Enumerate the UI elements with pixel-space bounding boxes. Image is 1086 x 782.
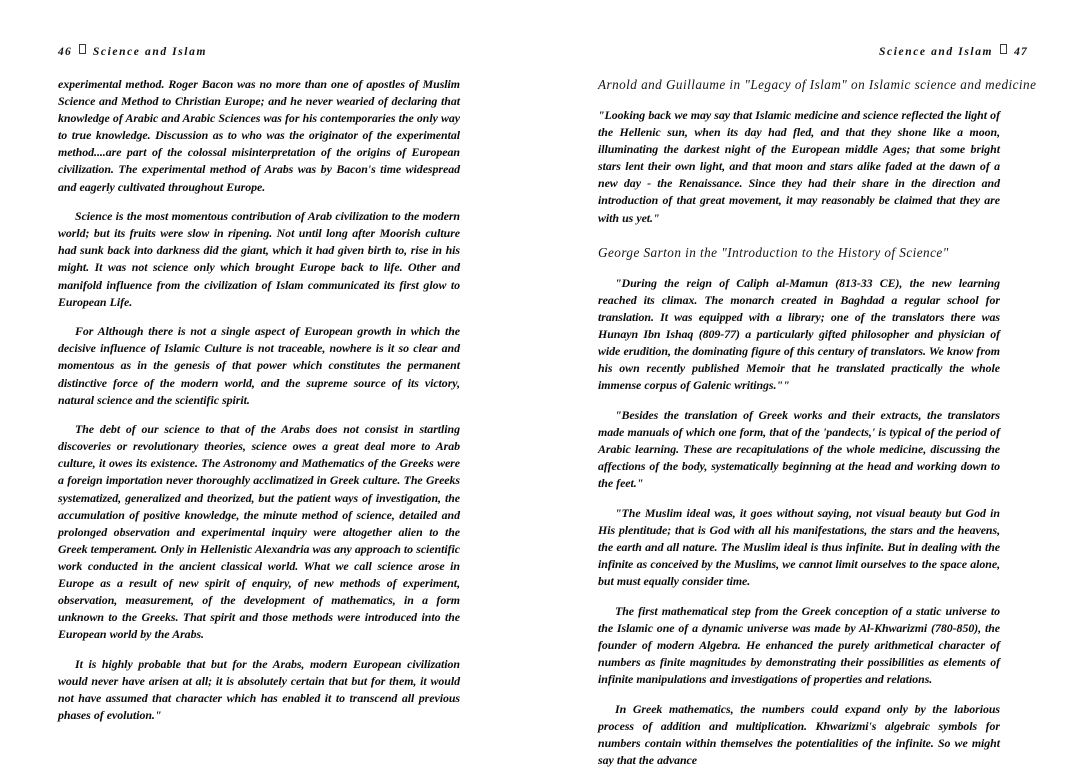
paragraph: "The Muslim ideal was, it goes without saying, not visual beauty but God in His plentitude; that is God with all his manifestations, the stars and the heavens, the earth and all nature. The Muslim ideal is thus infinite. But in dealing with the infinite as conceived by the Muslims, we cannot limit ourselves to the space alone, but must equally consider time. bbox=[598, 505, 1000, 589]
verso-page-text-block bbox=[58, 76, 460, 737]
paragraph: "Looking back we may say that Islamic medicine and science reflected the light of the Hellenic sun, when its day had fled, and that they shone like a moon, illuminating the darkest night of the European middle Ages; that some bright stars lent their own light, and that moon and stars alike faded at the dawn of a new day - the Renaissance. Since they had their share in the direction and introduction of that great movement, it may reasonably be claimed that they are with us yet." bbox=[598, 108, 1000, 225]
running-header-verso bbox=[58, 44, 207, 58]
paragraph: The debt of our science to that of the Arabs does not consist in startling discoveries or revolutionary theories, science owes a great deal more to Arab culture, it owes its existence. The Astronomy and Mathematics of the Greeks were a foreign importation never thoroughly acclimatized in Greek culture. The Greeks systematized, generalized and theorized, but the patient ways of investigation, the accumulation of positive knowledge, the minute method of science, detailed and prolonged observation and experimental inquiry were altogether alien to the Greek temperament. Only in Hellenistic Alexandria was any approach to scientific work conducted in the ancient classical world. What we call science arose in Europe as a result of new spirit of enquiry, of new methods of experiment, observation, measurement, of the development of mathematics, in a form unknown to the Greeks. That spirit and those methods were introduced into the European world by the Arabs. bbox=[58, 422, 460, 642]
page-number-recto: 47 bbox=[1014, 46, 1028, 58]
recto-page-text-block bbox=[598, 76, 1037, 782]
running-header-title-recto: Science and Islam bbox=[879, 46, 994, 58]
square-separator-glyph-icon bbox=[1000, 44, 1007, 54]
paragraph: For Although there is not a single aspect of European growth in which the decisive influence of Islamic Culture is not traceable, nowhere is it so clear and momentous as in the genesis of that power which constitutes the permanent distinctive force of the modern world, and the supreme source of its victory, natural science and the scientific spirit. bbox=[58, 324, 460, 407]
paragraph: Science is the most momentous contribution of Arab civilization to the modern world; but its fruits were slow in ripening. Not until long after Moorish culture had sunk back into darkness did the giant, which it had given birth to, rise in his might. It was not science only which brought Europe back to life. Other and manifold influence from the civilization of Islam communicated its first glow to European Life. bbox=[58, 209, 460, 309]
page-number-verso: 46 bbox=[58, 46, 72, 58]
section-heading-arnold-guillaume: Arnold and Guillaume in "Legacy of Islam" on Islamic science and medicine bbox=[598, 77, 1037, 92]
running-header-row bbox=[0, 44, 1086, 62]
paragraph: "During the reign of Caliph al-Mamun (813-33 CE), the new learning reached its climax. The monarch created in Baghdad a regular school for translation. It was equipped with a library; one of the translators there was Hunayn Ibn Ishaq (809-77) a particularly gifted philosopher and physician of wide erudition, the dominating figure of this century of translators. We know from his own recently published Memoir that he translated practically the whole immense corpus of Galenic writings."" bbox=[598, 275, 1000, 393]
square-separator-glyph-icon bbox=[79, 44, 86, 54]
running-header-recto bbox=[879, 44, 1028, 58]
paragraph: experimental method. Roger Bacon was no more than one of apostles of Muslim Science and Method to Christian Europe; and he never wearied of declaring that knowledge of Arabic and Arabic Sciences was for his contemporaries the only way to true knowledge. Discussion as to who was the originator of the experimental method....are part of the colossal misinterpretation of the origins of European civilization. The experimental method of Arabs was by Bacon's time widespread and eagerly cultivated throughout Europe. bbox=[58, 77, 460, 194]
paragraph: The first mathematical step from the Greek conception of a static universe to the Islamic one of a dynamic universe was made by Al-Khwarizmi (780-850), the founder of modern Algebra. He enhanced the purely arithmetical character of numbers as finite magnitudes by demonstrating their possibilities as elements of infinite manipulations and investigations of properties and relations. bbox=[598, 603, 1000, 687]
section-heading-george-sarton: George Sarton in the "Introduction to the History of Science" bbox=[598, 244, 949, 260]
paragraph: In Greek mathematics, the numbers could expand only by the laborious process of addition and multiplication. Khwarizmi's algebraic symbols for numbers contain within themselves the potentialities of the infinite. So we might say that the advance bbox=[598, 701, 1000, 767]
paragraph: It is highly probable that but for the Arabs, modern European civilization would never have arisen at all; it is absolutely certain that but for them, it would not have assumed that character which has enabled it to transcend all previous phases of evolution." bbox=[58, 656, 460, 723]
running-header-title-verso: Science and Islam bbox=[92, 46, 207, 58]
paragraph: "Besides the translation of Greek works and their extracts, the translators made manuals of which one form, that of the 'pandects,' is typical of the period of Arabic learning. These are recapitulations of the whole medicine, discussing the affections of the body, systematically beginning at the head and working down to the feet." bbox=[598, 407, 1000, 491]
